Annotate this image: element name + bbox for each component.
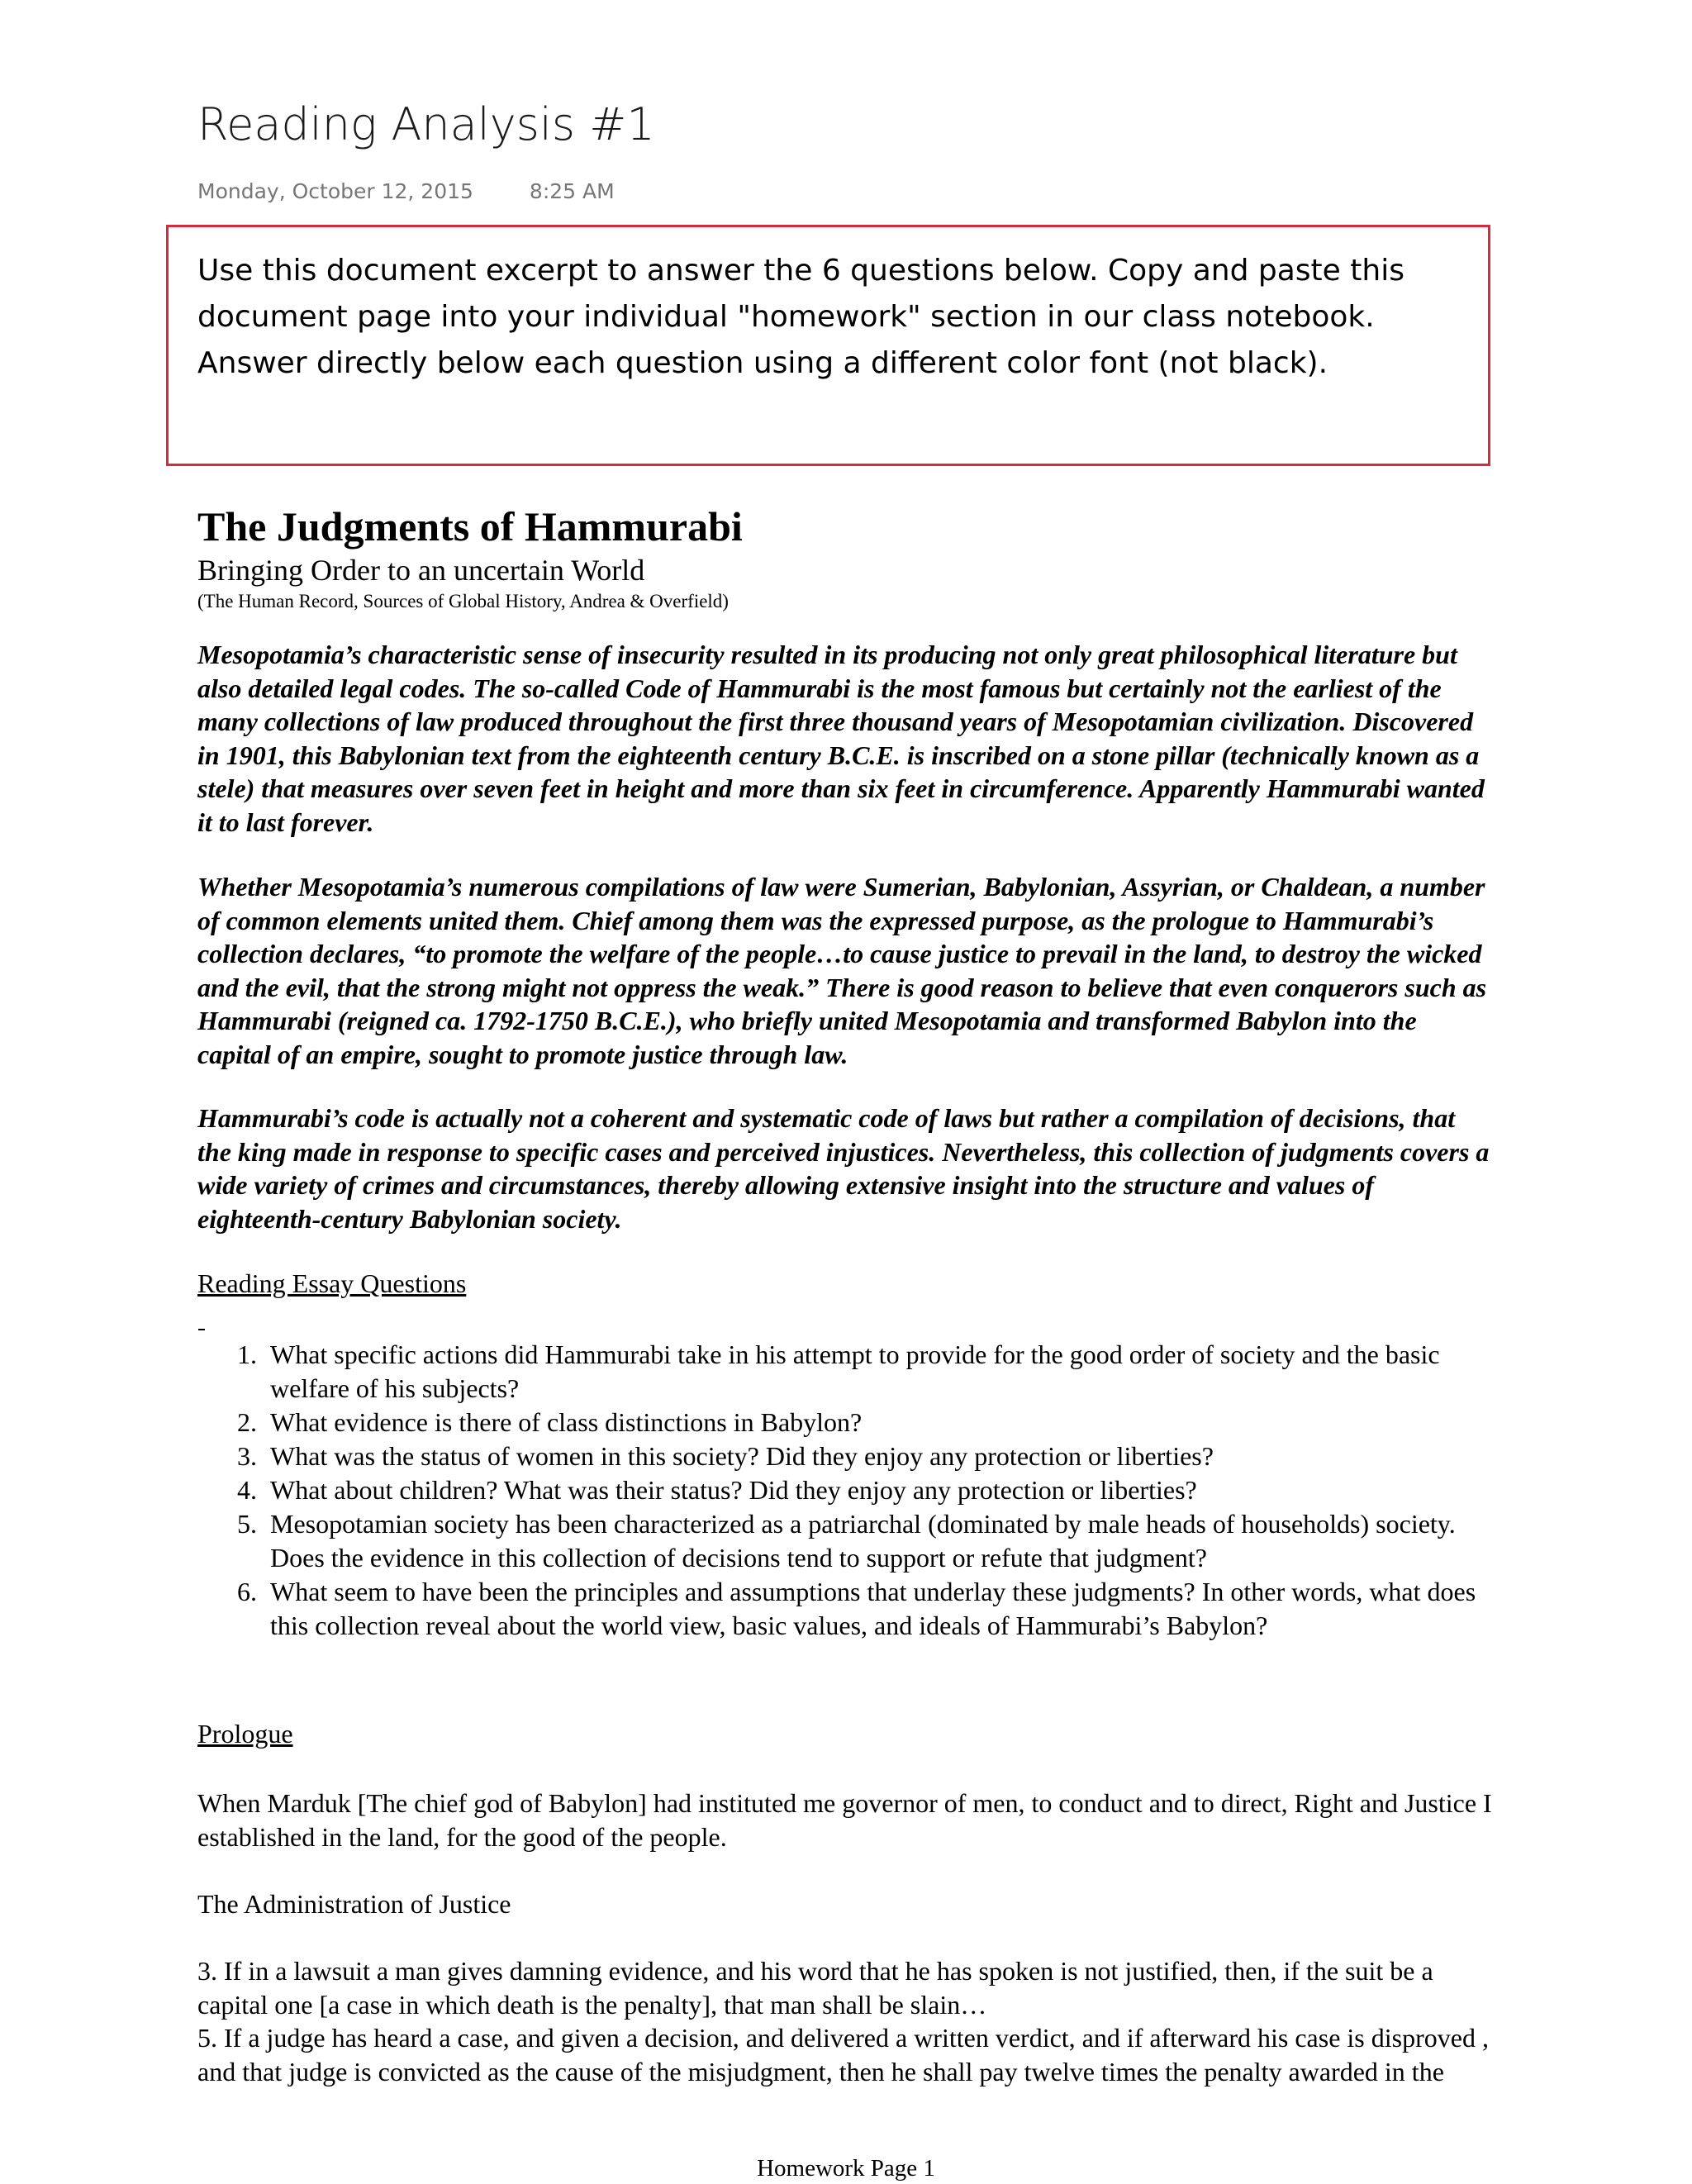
intro-paragraph-2 [197,870,1668,1071]
question-text: Does the evidence in this collection of decisions tend to support or refute that judgment? [270,1543,1207,1573]
question-text: What seem to have been the principles and assumptions that underlay these judgments? In other words, what does [270,1577,1476,1606]
paragraph-line: established in the land, for the good of the people. [197,1821,727,1852]
paragraph-line: many collections of law produced throughout the first three thousand years of Mesopotamian civilization. Discovered [197,707,1474,736]
paragraph-line: collection declares, “to promote the welfare of the people…to cause justice to prevail in the land, to destroy the wicked [197,939,1482,968]
stray-mark [198,1329,205,1330]
law-3 [197,1954,1676,2021]
instruction-line: document page into your individual "homework" section in our class notebook. [197,300,1375,334]
question-text: Mesopotamian society has been characterized as a patriarchal (dominated by male heads of households) society. [270,1509,1456,1539]
document-source: (The Human Record, Sources of Global History, Andrea & Overfield) [197,591,729,611]
page-date: Monday, October 12, 2015 [197,179,473,203]
page-time: 8:25 AM [529,179,615,203]
prologue-text [197,1787,1676,1853]
question-text: welfare of his subjects? [270,1373,520,1403]
page-timestamp [197,181,615,202]
question-number: 2. [237,1407,257,1437]
paragraph-line: wide variety of crimes and circumstances, thereby allowing extensive insight into the structure and values of [197,1170,1374,1200]
question-item[interactable] [197,1338,1668,1406]
instruction-line: Answer directly below each question using a different color font (not black). [197,346,1328,380]
paragraph-line: Hammurabi’s code is actually not a coherent and systematic code of laws but rather a compilation of decisions, that [197,1103,1456,1133]
paragraph-line: eighteenth-century Babylonian society. [197,1203,622,1234]
question-text: What specific actions did Hammurabi take in his attempt to provide for the good order of society and the basic [270,1339,1440,1369]
paragraph-line: of common elements united them. Chief among them was the expressed purpose, as the prologue to Hammurabi’s [197,905,1434,935]
prologue-heading: Prologue [197,1719,293,1749]
instruction-line: Use this document excerpt to answer the 6 questions below. Copy and paste this [197,254,1404,288]
question-item[interactable] [197,1507,1668,1575]
questions-list [197,1338,1668,1643]
paragraph-line: capital one [a case in which death is the penalty], that man shall be slain… [197,1989,987,2020]
heading-text: The Administration of Justice [197,1889,511,1919]
question-item[interactable] [197,1439,1668,1473]
question-text: this collection reveal about the world view, basic values, and ideals of Hammurabi’s Babylon? [270,1611,1268,1640]
document-subtitle: Bringing Order to an uncertain World [197,554,645,587]
paragraph-line: it to last forever. [197,807,374,837]
question-number: 5. [237,1509,257,1539]
paragraph-line: Whether Mesopotamia’s numerous compilations of law were Sumerian, Babylonian, Assyrian, or Chaldean, a number [197,872,1485,902]
paragraph-line: Mesopotamia’s characteristic sense of insecurity resulted in its producing not only great philosophical literature but [197,640,1457,669]
intro-paragraph-1 [197,638,1668,839]
paragraph-line: stele) that measures over seven feet in height and more than six feet in circumference. Apparently Hammurabi wanted [197,773,1485,803]
administration-heading [197,1887,1676,1921]
page-title[interactable]: Reading Analysis #1 [197,98,655,150]
question-text: What about children? What was their status? Did they enjoy any protection or liberties? [270,1475,1197,1505]
law-5 [197,2021,1676,2088]
question-number: 1. [237,1339,257,1369]
paragraph-line: also detailed legal codes. The so-called Code of Hammurabi is the most famous but certainly not the earliest of the [197,673,1442,703]
instruction-text [197,248,1486,387]
intro-paragraph-3 [197,1102,1668,1235]
question-number: 3. [237,1441,257,1471]
document-title: The Judgments of Hammurabi [197,503,743,550]
question-number: 4. [237,1475,257,1505]
paragraph-line: the king made in response to specific cases and perceived injustices. Nevertheless, this collection of judgments covers a [197,1136,1490,1167]
paragraph-line: in 1901, this Babylonian text from the eighteenth century B.C.E. is inscribed on a stone pillar (technically known as a [197,740,1480,770]
question-number: 6. [237,1577,257,1606]
paragraph-line: capital of an empire, sought to promote justice through law. [197,1039,848,1069]
question-item[interactable] [197,1406,1668,1439]
questions-heading: Reading Essay Questions [197,1268,467,1298]
paragraph-line: 3. If in a lawsuit a man gives damning evidence, and his word that he has spoken is not justified, then, if the suit be a [197,1956,1433,1986]
question-text: What was the status of women in this society? Did they enjoy any protection or liberties? [270,1441,1214,1471]
question-item[interactable] [197,1575,1668,1643]
paragraph-line: and the evil, that the strong might not oppress the weak.” There is good reason to believe that even conquerors such as [197,972,1487,1002]
paragraph-line: 5. If a judge has heard a case, and given a decision, and delivered a written verdict, and if afterward his case is disproved , [197,2023,1489,2053]
paragraph-line: When Marduk [The chief god of Babylon] had instituted me governor of men, to conduct and to direct, Right and Justice I [197,1788,1492,1818]
question-text: What evidence is there of class distinctions in Babylon? [270,1407,863,1437]
page-footer: Homework Page 1 [757,2155,935,2182]
paragraph-line: Hammurabi (reigned ca. 1792-1750 B.C.E.), who briefly united Mesopotamia and transformed Babylon into the [197,1006,1417,1035]
question-item[interactable] [197,1473,1668,1507]
paragraph-line: and that judge is convicted as the cause of the misjudgment, then he shall pay twelve times the penalty awarded in the [197,2056,1444,2086]
